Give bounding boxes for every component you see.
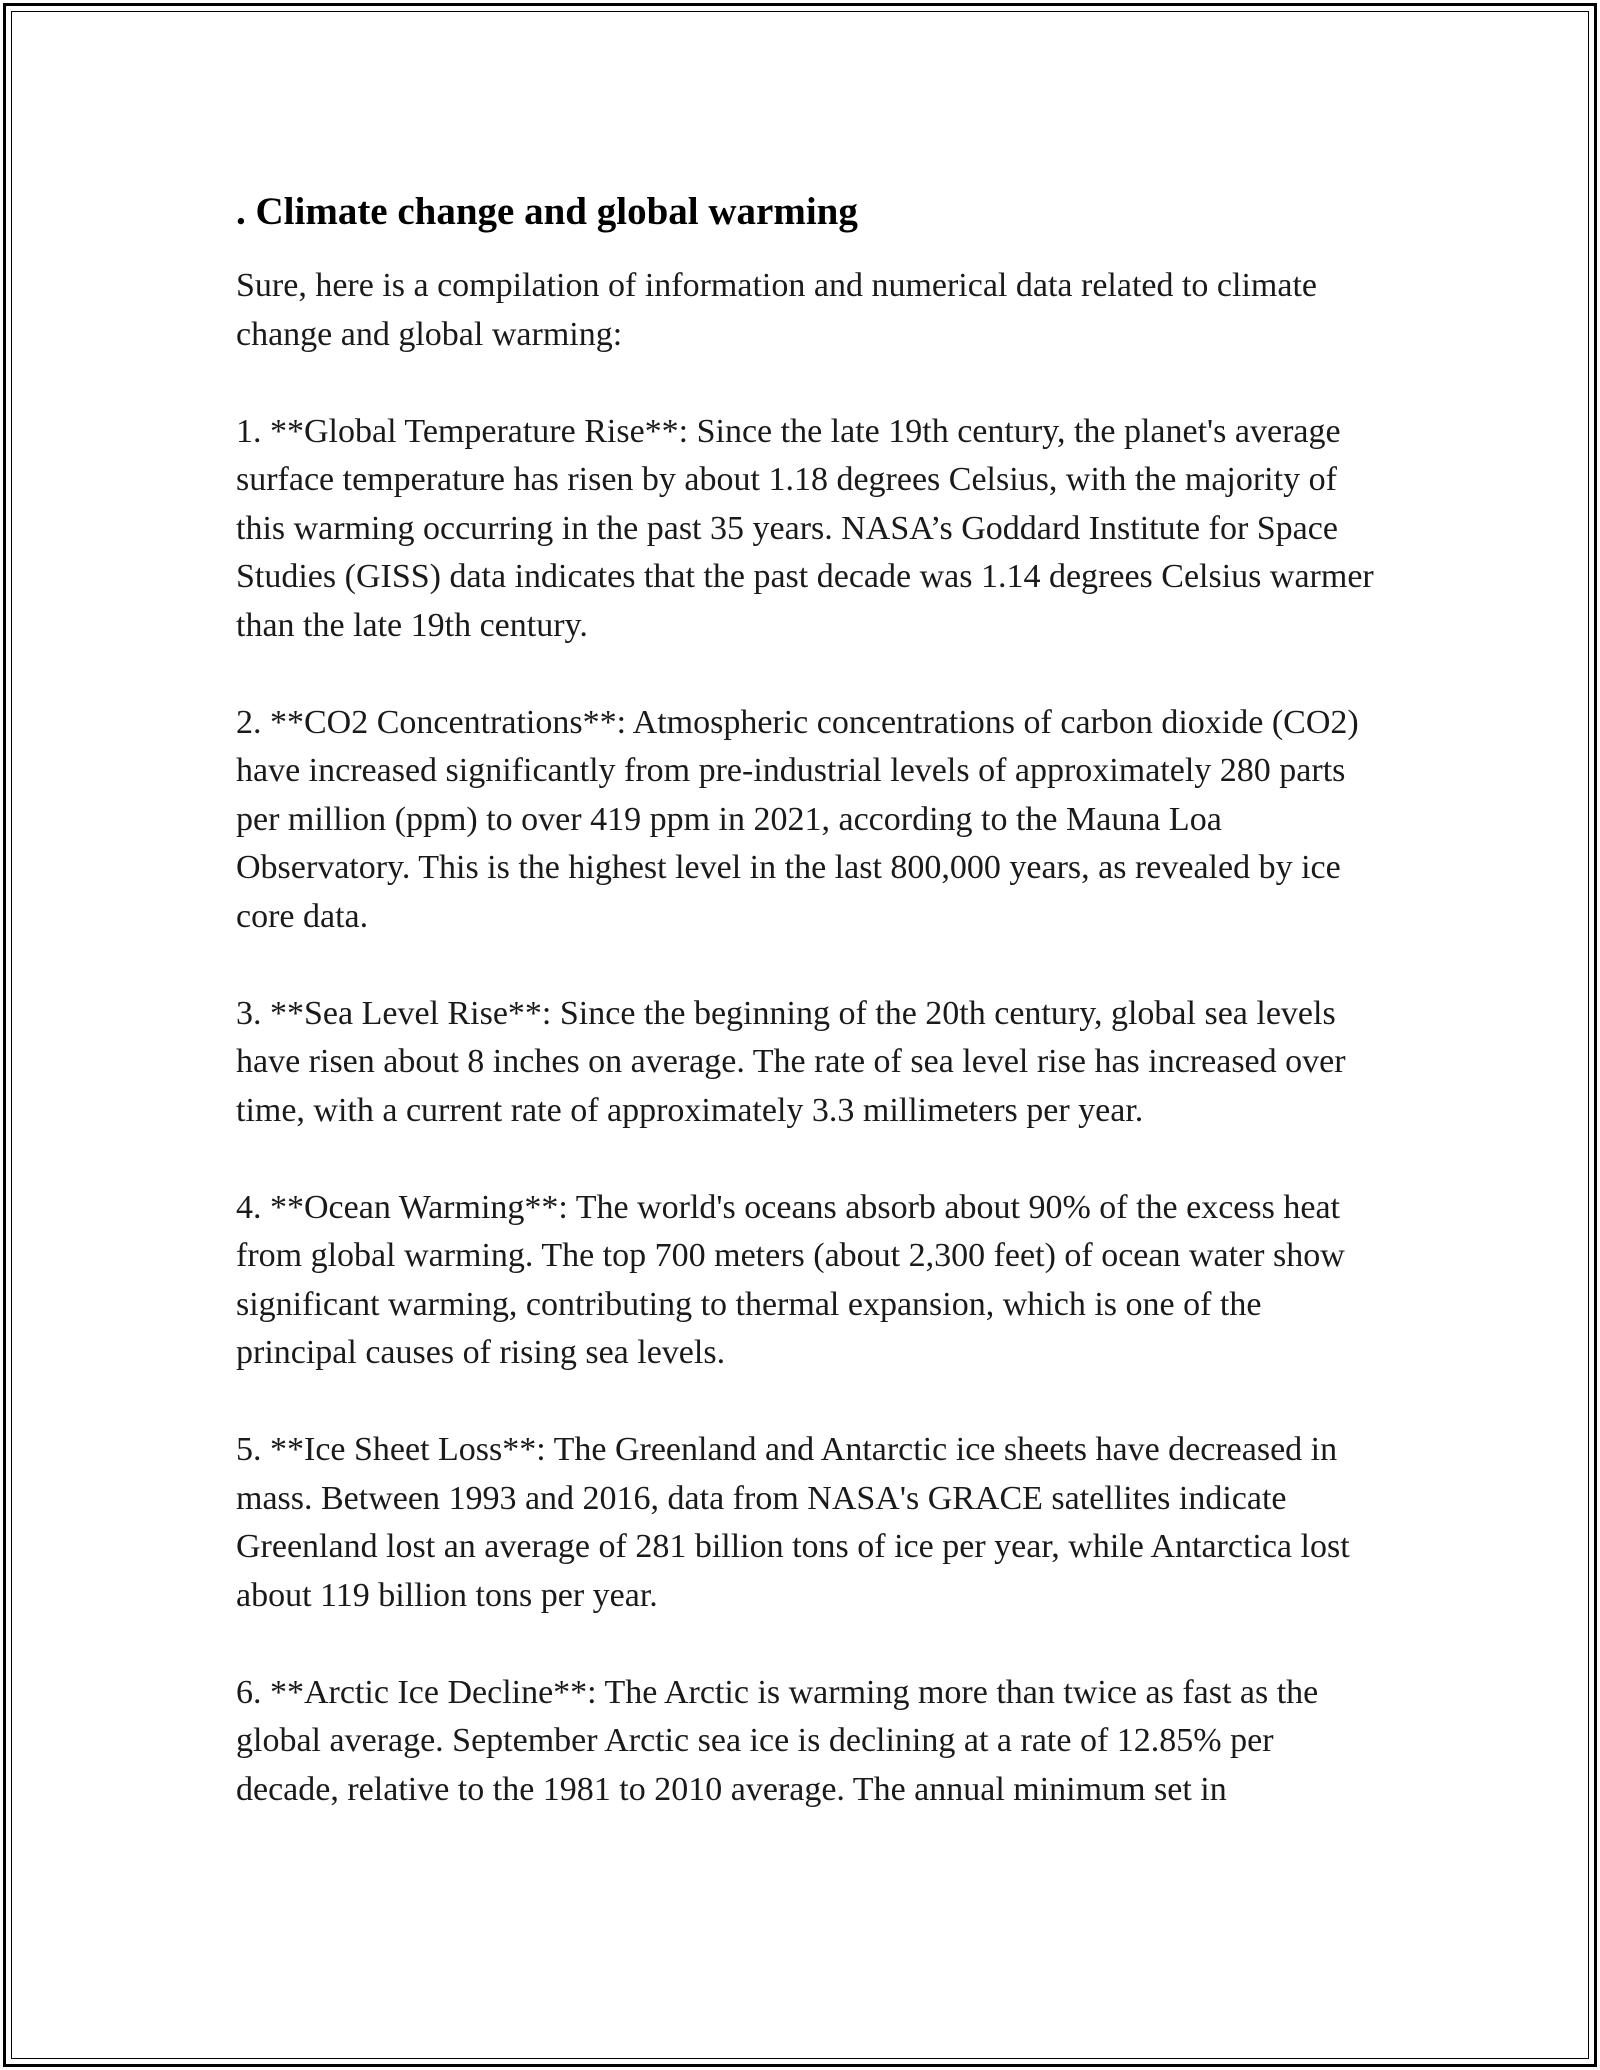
list-item-global-temperature-rise: 1. **Global Temperature Rise**: Since the late 19th century, the planet's average surface temperature has risen by about 1.18 degrees Celsius, with the majority of this warming occurring in the past 35 years. NASA’s Goddard Institute for Space Studies (GISS) data indicates that the past decade was 1.14 degrees Celsius warmer than the late 19th century. (236, 412, 1374, 644)
list-item-co2-concentrations: 2. **CO2 Concentrations**: Atmospheric concentrations of carbon dioxide (CO2) have increased significantly from pre-industrial levels of approximately 280 parts per million (ppm) to over 419 ppm in 2021, according to the Mauna Loa Observatory. This is the highest level in the last 800,000 years, as revealed by ice core data. (236, 703, 1359, 935)
document-body (236, 186, 1376, 1863)
intro-paragraph: Sure, here is a compilation of information and numerical data related to climate change and global warming: (236, 267, 1317, 353)
list-item-arctic-ice-decline: 6. **Arctic Ice Decline**: The Arctic is warming more than twice as fast as the global average. September Arctic sea ice is declining at a rate of 12.85% per decade, relative to the 1981 to 2010 average. The annual minimum set in (236, 1673, 1319, 1808)
list-item-ice-sheet-loss: 5. **Ice Sheet Loss**: The Greenland and Antarctic ice sheets have decreased in mass. Between 1993 and 2016, data from NASA's GRACE satellites indicate Greenland lost an average of 281 billion tons of ice per year, while Antarctica lost about 119 billion tons per year. (236, 1431, 1350, 1614)
list-item-ocean-warming: 4. **Ocean Warming**: The world's oceans absorb about 90% of the excess heat from global warming. The top 700 meters (about 2,300 feet) of ocean water show significant warming, contributing to thermal expansion, which is one of the principal causes of rising sea levels. (236, 1188, 1345, 1371)
list-item-sea-level-rise: 3. **Sea Level Rise**: Since the beginning of the 20th century, global sea levels have risen about 8 inches on average. The rate of sea level rise has increased over time, with a current rate of approximately 3.3 millimeters per year. (236, 994, 1346, 1129)
document-title: . Climate change and global warming (236, 190, 858, 233)
